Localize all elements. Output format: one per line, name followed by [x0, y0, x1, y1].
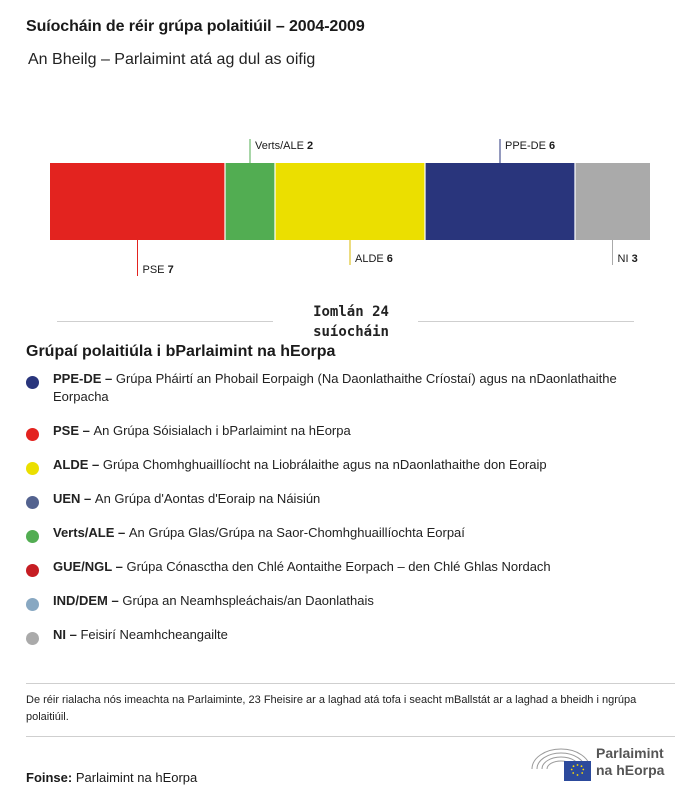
- legend-item-alde: [26, 456, 666, 474]
- legend-swatch-icon: [26, 496, 39, 509]
- legend-desc: An Grúpa Glas/Grúpa na Saor-Chomhghuaillíochta Eorpaí: [128, 525, 465, 540]
- legend: [26, 370, 666, 660]
- legend-text: [53, 626, 666, 644]
- logo-line1: Parlaimint: [596, 745, 664, 761]
- parliament-hemicycle-icon: [530, 745, 592, 785]
- divider-top: [26, 683, 675, 684]
- total-divider-left: [57, 321, 273, 322]
- legend-swatch-icon: [26, 564, 39, 577]
- legend-item-ni: [26, 626, 666, 644]
- bar-segment-alde: [275, 163, 425, 240]
- legend-text: [53, 370, 666, 406]
- data-label-alde: ALDE 6: [355, 253, 393, 265]
- total-seats-line1: Iomlán 24: [313, 304, 389, 320]
- legend-text: [53, 592, 666, 610]
- legend-swatch-icon: [26, 428, 39, 441]
- legend-item-pse: [26, 422, 666, 440]
- chart-title: Suíocháin de réir grúpa polaitiúil – 2004-2009: [26, 18, 365, 35]
- divider-bottom: [26, 736, 675, 737]
- source-label: Foinse:: [26, 770, 73, 785]
- legend-desc: Feisirí Neamhcheangailte: [80, 627, 228, 642]
- legend-text: [53, 558, 666, 576]
- legend-desc: Grúpa Pháirtí an Phobail Eorpaigh (Na Daonlathaithe Críostaí) agus na nDaonlathaithe Eorpacha: [53, 371, 617, 404]
- legend-text: [53, 422, 666, 440]
- legend-item-ppe-de: [26, 370, 666, 406]
- logo-line2: na hEorpa: [596, 762, 665, 778]
- legend-desc: Grúpa an Neamhspleáchais/an Daonlathais: [122, 593, 374, 608]
- legend-abbr: IND/DEM –: [53, 593, 123, 608]
- bar-segment-pse: [50, 163, 225, 240]
- legend-abbr: PSE –: [53, 423, 94, 438]
- legend-abbr: PPE-DE –: [53, 371, 116, 386]
- legend-abbr: Verts/ALE –: [53, 525, 129, 540]
- chart-subtitle: An Bheilg – Parlaimint atá ag dul as oifig: [28, 51, 316, 68]
- legend-desc: Grúpa Cónasctha den Chlé Aontaithe Eorpach – den Chlé Ghlas Nordach: [126, 559, 551, 574]
- legend-abbr: GUE/NGL –: [53, 559, 127, 574]
- rules-note: De réir rialacha nós imeachta na Parlaiminte, 23 Fheisire ar a laghad atá tofa i seacht mBallstát ar a laghad a bheidh i ngrúpa polaitiúil.: [26, 694, 637, 723]
- bar-segment-verts-ale: [225, 163, 275, 240]
- total-divider-right: [418, 321, 634, 322]
- logo-text: [596, 745, 664, 779]
- source-value: Parlaimint na hEorpa: [75, 770, 198, 785]
- source-line: [26, 770, 197, 785]
- bar-segment-ni: [575, 163, 650, 240]
- legend-text: [53, 524, 666, 542]
- legend-item-verts-ale: [26, 524, 666, 542]
- data-label-ni: NI 3: [617, 253, 638, 265]
- bar-segment-ppe-de: [425, 163, 575, 240]
- total-seats: [300, 302, 402, 342]
- legend-swatch-icon: [26, 462, 39, 475]
- european-parliament-logo: [530, 745, 680, 785]
- legend-swatch-icon: [26, 376, 39, 389]
- legend-item-gue-ngl: [26, 558, 666, 576]
- total-seats-line2: suíocháin: [313, 324, 389, 340]
- eu-flag-icon: [564, 761, 591, 781]
- data-label-pse: PSE 7: [142, 264, 174, 276]
- stacked-bar-chart: [0, 0, 700, 300]
- legend-item-uen: [26, 490, 666, 508]
- legend-text: [53, 456, 666, 474]
- legend-swatch-icon: [26, 598, 39, 611]
- legend-desc: Grúpa Chomhghuaillíocht na Liobrálaithe agus na nDaonlathaithe don Eoraip: [102, 457, 547, 472]
- data-label-ppe-de: PPE-DE 6: [505, 140, 556, 152]
- legend-title: Grúpaí polaitiúla i bParlaimint na hEorpa: [26, 343, 336, 360]
- legend-swatch-icon: [26, 632, 39, 645]
- legend-swatch-icon: [26, 530, 39, 543]
- legend-abbr: NI –: [53, 627, 81, 642]
- legend-abbr: ALDE –: [53, 457, 103, 472]
- legend-item-ind-dem: [26, 592, 666, 610]
- data-label-verts-ale: Verts/ALE 2: [255, 140, 314, 152]
- legend-desc: An Grúpa d'Aontas d'Eoraip na Náisiún: [94, 491, 321, 506]
- legend-text: [53, 490, 666, 508]
- legend-desc: An Grúpa Sóisialach i bParlaimint na hEorpa: [93, 423, 351, 438]
- legend-abbr: UEN –: [53, 491, 95, 506]
